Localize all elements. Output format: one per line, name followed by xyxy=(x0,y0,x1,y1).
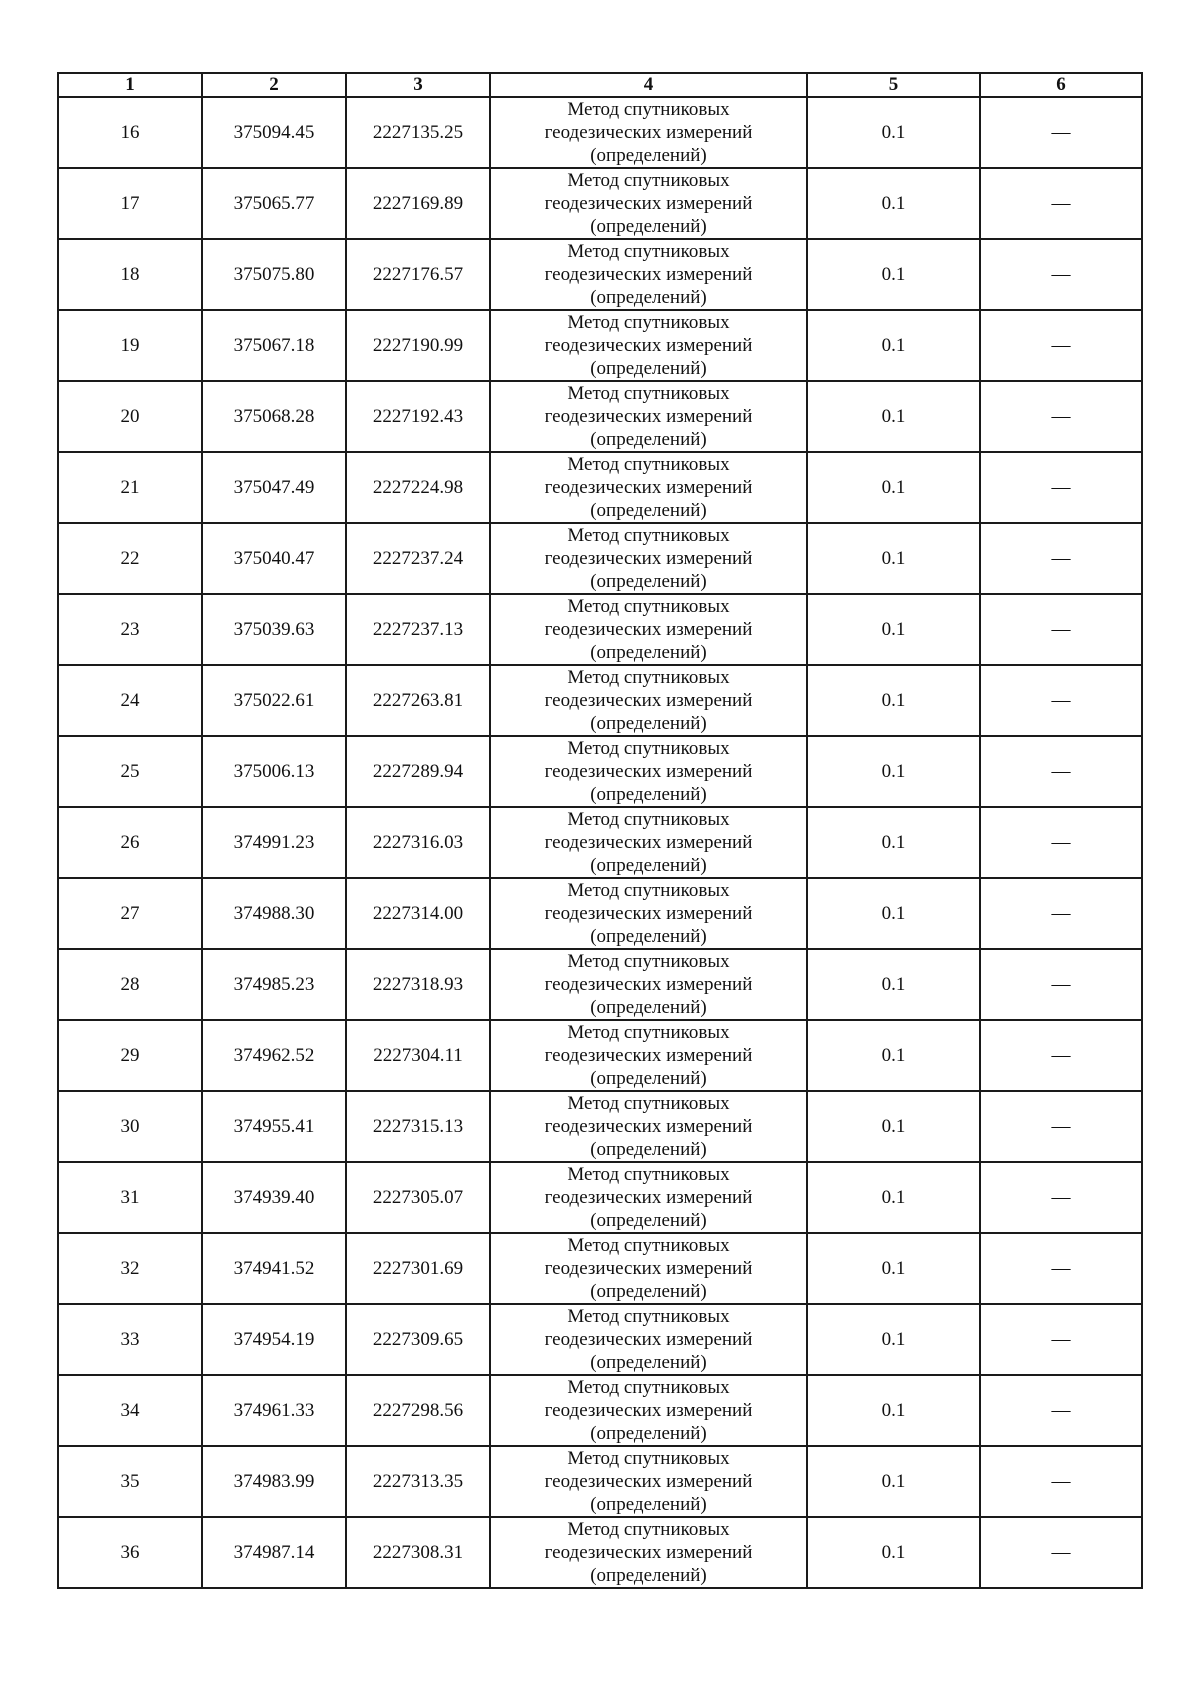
accuracy-cell: 0.1 xyxy=(807,1162,980,1233)
accuracy-cell: 0.1 xyxy=(807,97,980,168)
accuracy-cell: 0.1 xyxy=(807,1304,980,1375)
y-coordinate-cell: 2227309.65 xyxy=(346,1304,490,1375)
table-row xyxy=(58,594,1142,665)
point-number-cell: 16 xyxy=(58,97,202,168)
accuracy-cell: 0.1 xyxy=(807,807,980,878)
method-text: Метод спутниковых геодезических измерений (определений) xyxy=(544,1093,753,1160)
table-row xyxy=(58,1091,1142,1162)
column-header-5: 5 xyxy=(807,73,980,97)
accuracy-cell: 0.1 xyxy=(807,1446,980,1517)
accuracy-cell: 0.1 xyxy=(807,168,980,239)
method-text: Метод спутниковых геодезических измерений (определений) xyxy=(544,880,753,947)
point-number-cell: 23 xyxy=(58,594,202,665)
note-cell: — xyxy=(980,1091,1142,1162)
y-coordinate-cell: 2227135.25 xyxy=(346,97,490,168)
y-coordinate-cell: 2227169.89 xyxy=(346,168,490,239)
x-coordinate-cell: 374987.14 xyxy=(202,1517,346,1588)
point-number-cell: 20 xyxy=(58,381,202,452)
method-cell xyxy=(490,878,807,949)
method-text: Метод спутниковых геодезических измерений (определений) xyxy=(544,667,753,734)
column-header-1: 1 xyxy=(58,73,202,97)
method-text: Метод спутниковых геодезических измерений (определений) xyxy=(544,1448,753,1515)
table-row xyxy=(58,310,1142,381)
x-coordinate-cell: 374962.52 xyxy=(202,1020,346,1091)
table-row xyxy=(58,1162,1142,1233)
y-coordinate-cell: 2227304.11 xyxy=(346,1020,490,1091)
point-number-cell: 32 xyxy=(58,1233,202,1304)
accuracy-cell: 0.1 xyxy=(807,1091,980,1162)
table-row xyxy=(58,1020,1142,1091)
method-cell xyxy=(490,239,807,310)
y-coordinate-cell: 2227263.81 xyxy=(346,665,490,736)
method-cell xyxy=(490,1304,807,1375)
accuracy-cell: 0.1 xyxy=(807,1020,980,1091)
point-number-cell: 31 xyxy=(58,1162,202,1233)
method-text: Метод спутниковых геодезических измерений (определений) xyxy=(544,525,753,592)
x-coordinate-cell: 374955.41 xyxy=(202,1091,346,1162)
x-coordinate-cell: 375040.47 xyxy=(202,523,346,594)
method-cell xyxy=(490,1446,807,1517)
method-cell xyxy=(490,523,807,594)
document-page xyxy=(57,72,1141,1589)
accuracy-cell: 0.1 xyxy=(807,1375,980,1446)
y-coordinate-cell: 2227308.31 xyxy=(346,1517,490,1588)
note-cell: — xyxy=(980,168,1142,239)
point-number-cell: 36 xyxy=(58,1517,202,1588)
method-text: Метод спутниковых геодезических измерений (определений) xyxy=(544,809,753,876)
point-number-cell: 22 xyxy=(58,523,202,594)
x-coordinate-cell: 374983.99 xyxy=(202,1446,346,1517)
method-text: Метод спутниковых геодезических измерений (определений) xyxy=(544,241,753,308)
table-row xyxy=(58,1517,1142,1588)
note-cell: — xyxy=(980,1304,1142,1375)
x-coordinate-cell: 374954.19 xyxy=(202,1304,346,1375)
x-coordinate-cell: 374991.23 xyxy=(202,807,346,878)
point-number-cell: 18 xyxy=(58,239,202,310)
column-header-6: 6 xyxy=(980,73,1142,97)
y-coordinate-cell: 2227237.24 xyxy=(346,523,490,594)
note-cell: — xyxy=(980,1446,1142,1517)
accuracy-cell: 0.1 xyxy=(807,239,980,310)
x-coordinate-cell: 375065.77 xyxy=(202,168,346,239)
method-cell xyxy=(490,1091,807,1162)
method-cell xyxy=(490,1162,807,1233)
point-number-cell: 28 xyxy=(58,949,202,1020)
method-cell xyxy=(490,381,807,452)
method-cell xyxy=(490,594,807,665)
point-number-cell: 30 xyxy=(58,1091,202,1162)
y-coordinate-cell: 2227298.56 xyxy=(346,1375,490,1446)
method-text: Метод спутниковых геодезических измерений (определений) xyxy=(544,951,753,1018)
x-coordinate-cell: 375094.45 xyxy=(202,97,346,168)
method-text: Метод спутниковых геодезических измерений (определений) xyxy=(544,383,753,450)
method-cell xyxy=(490,97,807,168)
table-row xyxy=(58,168,1142,239)
y-coordinate-cell: 2227316.03 xyxy=(346,807,490,878)
method-cell xyxy=(490,452,807,523)
accuracy-cell: 0.1 xyxy=(807,452,980,523)
note-cell: — xyxy=(980,97,1142,168)
point-number-cell: 17 xyxy=(58,168,202,239)
point-number-cell: 35 xyxy=(58,1446,202,1517)
y-coordinate-cell: 2227237.13 xyxy=(346,594,490,665)
accuracy-cell: 0.1 xyxy=(807,949,980,1020)
x-coordinate-cell: 375006.13 xyxy=(202,736,346,807)
table-body xyxy=(58,97,1142,1588)
y-coordinate-cell: 2227192.43 xyxy=(346,381,490,452)
method-text: Метод спутниковых геодезических измерений (определений) xyxy=(544,1164,753,1231)
column-header-2: 2 xyxy=(202,73,346,97)
accuracy-cell: 0.1 xyxy=(807,665,980,736)
y-coordinate-cell: 2227190.99 xyxy=(346,310,490,381)
x-coordinate-cell: 375068.28 xyxy=(202,381,346,452)
point-number-cell: 24 xyxy=(58,665,202,736)
accuracy-cell: 0.1 xyxy=(807,1233,980,1304)
y-coordinate-cell: 2227176.57 xyxy=(346,239,490,310)
accuracy-cell: 0.1 xyxy=(807,1517,980,1588)
table-row xyxy=(58,1375,1142,1446)
table-row xyxy=(58,381,1142,452)
note-cell: — xyxy=(980,665,1142,736)
method-text: Метод спутниковых геодезических измерений (определений) xyxy=(544,1235,753,1302)
x-coordinate-cell: 375022.61 xyxy=(202,665,346,736)
x-coordinate-cell: 375039.63 xyxy=(202,594,346,665)
note-cell: — xyxy=(980,807,1142,878)
x-coordinate-cell: 375067.18 xyxy=(202,310,346,381)
y-coordinate-cell: 2227224.98 xyxy=(346,452,490,523)
table-row xyxy=(58,1233,1142,1304)
x-coordinate-cell: 374985.23 xyxy=(202,949,346,1020)
note-cell: — xyxy=(980,310,1142,381)
method-text: Метод спутниковых геодезических измерений (определений) xyxy=(544,1306,753,1373)
method-cell xyxy=(490,310,807,381)
method-text: Метод спутниковых геодезических измерений (определений) xyxy=(544,738,753,805)
note-cell: — xyxy=(980,1162,1142,1233)
note-cell: — xyxy=(980,1020,1142,1091)
method-cell xyxy=(490,1517,807,1588)
point-number-cell: 19 xyxy=(58,310,202,381)
table-header xyxy=(58,73,1142,97)
y-coordinate-cell: 2227318.93 xyxy=(346,949,490,1020)
y-coordinate-cell: 2227301.69 xyxy=(346,1233,490,1304)
method-text: Метод спутниковых геодезических измерений (определений) xyxy=(544,312,753,379)
method-cell xyxy=(490,807,807,878)
y-coordinate-cell: 2227315.13 xyxy=(346,1091,490,1162)
method-cell xyxy=(490,1375,807,1446)
note-cell: — xyxy=(980,1517,1142,1588)
header-row xyxy=(58,73,1142,97)
point-number-cell: 27 xyxy=(58,878,202,949)
x-coordinate-cell: 374939.40 xyxy=(202,1162,346,1233)
accuracy-cell: 0.1 xyxy=(807,594,980,665)
method-cell xyxy=(490,1020,807,1091)
table-row xyxy=(58,878,1142,949)
column-header-4: 4 xyxy=(490,73,807,97)
method-text: Метод спутниковых геодезических измерений (определений) xyxy=(544,596,753,663)
method-cell xyxy=(490,168,807,239)
method-text: Метод спутниковых геодезических измерений (определений) xyxy=(544,454,753,521)
table-row xyxy=(58,452,1142,523)
note-cell: — xyxy=(980,878,1142,949)
accuracy-cell: 0.1 xyxy=(807,523,980,594)
point-number-cell: 33 xyxy=(58,1304,202,1375)
table-row xyxy=(58,949,1142,1020)
coordinates-table xyxy=(57,72,1143,1589)
table-row xyxy=(58,239,1142,310)
point-number-cell: 21 xyxy=(58,452,202,523)
method-text: Метод спутниковых геодезических измерений (определений) xyxy=(544,1519,753,1586)
method-text: Метод спутниковых геодезических измерений (определений) xyxy=(544,99,753,166)
table-row xyxy=(58,1446,1142,1517)
note-cell: — xyxy=(980,1375,1142,1446)
point-number-cell: 29 xyxy=(58,1020,202,1091)
note-cell: — xyxy=(980,381,1142,452)
x-coordinate-cell: 374988.30 xyxy=(202,878,346,949)
point-number-cell: 34 xyxy=(58,1375,202,1446)
table-row xyxy=(58,736,1142,807)
method-text: Метод спутниковых геодезических измерений (определений) xyxy=(544,170,753,237)
method-text: Метод спутниковых геодезических измерений (определений) xyxy=(544,1377,753,1444)
method-cell xyxy=(490,665,807,736)
x-coordinate-cell: 374941.52 xyxy=(202,1233,346,1304)
y-coordinate-cell: 2227289.94 xyxy=(346,736,490,807)
table-row xyxy=(58,807,1142,878)
y-coordinate-cell: 2227313.35 xyxy=(346,1446,490,1517)
method-text: Метод спутниковых геодезических измерений (определений) xyxy=(544,1022,753,1089)
note-cell: — xyxy=(980,239,1142,310)
table-row xyxy=(58,1304,1142,1375)
y-coordinate-cell: 2227314.00 xyxy=(346,878,490,949)
note-cell: — xyxy=(980,949,1142,1020)
note-cell: — xyxy=(980,1233,1142,1304)
method-cell xyxy=(490,949,807,1020)
x-coordinate-cell: 375047.49 xyxy=(202,452,346,523)
note-cell: — xyxy=(980,594,1142,665)
accuracy-cell: 0.1 xyxy=(807,310,980,381)
method-cell xyxy=(490,1233,807,1304)
note-cell: — xyxy=(980,523,1142,594)
table-row xyxy=(58,523,1142,594)
method-cell xyxy=(490,736,807,807)
accuracy-cell: 0.1 xyxy=(807,736,980,807)
note-cell: — xyxy=(980,452,1142,523)
table-row xyxy=(58,665,1142,736)
x-coordinate-cell: 374961.33 xyxy=(202,1375,346,1446)
accuracy-cell: 0.1 xyxy=(807,878,980,949)
column-header-3: 3 xyxy=(346,73,490,97)
point-number-cell: 26 xyxy=(58,807,202,878)
x-coordinate-cell: 375075.80 xyxy=(202,239,346,310)
point-number-cell: 25 xyxy=(58,736,202,807)
y-coordinate-cell: 2227305.07 xyxy=(346,1162,490,1233)
accuracy-cell: 0.1 xyxy=(807,381,980,452)
note-cell: — xyxy=(980,736,1142,807)
table-row xyxy=(58,97,1142,168)
